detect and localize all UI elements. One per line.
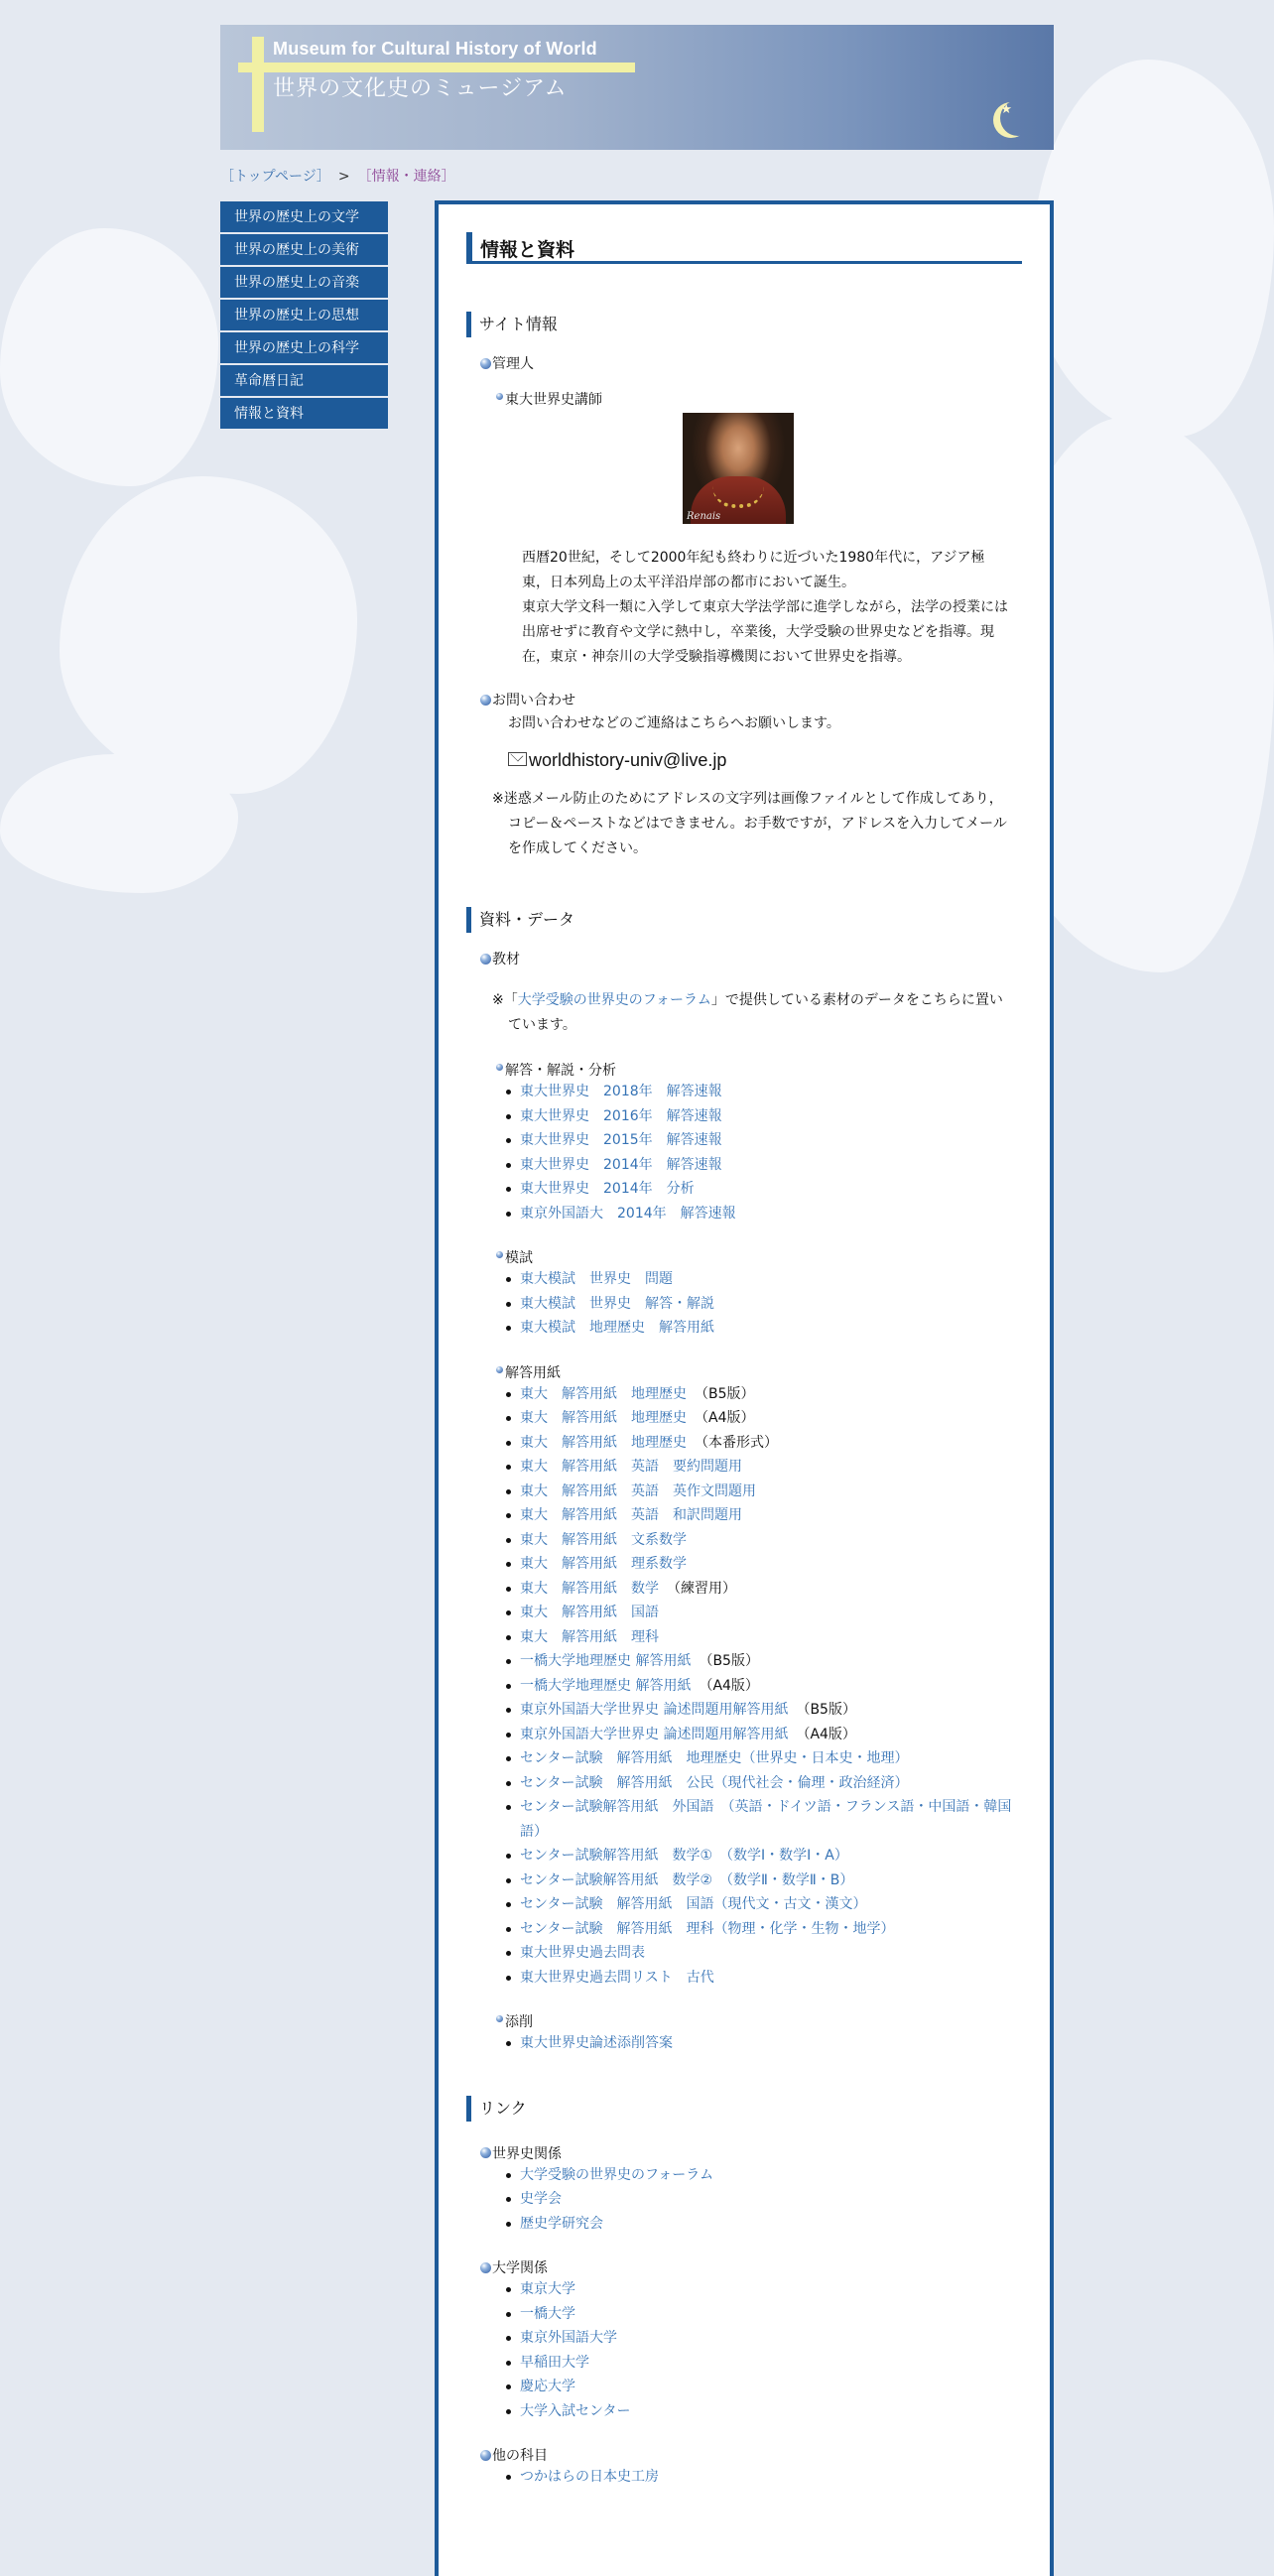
materials-note: ※「大学受験の世界史のフォーラム」で提供している素材のデータをこちらに置いています。 xyxy=(492,992,1003,1033)
materials-groups xyxy=(466,1038,1022,2056)
list-item xyxy=(506,1746,1022,1771)
small-ball-bullet-icon xyxy=(496,2015,503,2022)
ball-bullet-icon xyxy=(480,2147,491,2158)
list-item xyxy=(506,2399,1022,2424)
material-format: （A4版） xyxy=(699,1677,759,1694)
material-format: （B5版） xyxy=(699,1653,759,1669)
material-link[interactable]: センター試験 解答用紙 公民（現代社会・倫理・政治経済） xyxy=(520,1774,909,1791)
admin-bio-2: 東京大学文科一類に入学して東京大学法学部に進学しながら，法学の授業には出席せずに教育や文学に熱中し，卒業後，大学受験の世界史などを指導。現在，東京・神奈川の大学受験指導機関において世界史を指導。 xyxy=(522,599,1008,665)
menu-item-art[interactable]: 世界の歴史上の美術 xyxy=(220,234,388,267)
list-item xyxy=(506,1455,1022,1480)
list-item xyxy=(506,2375,1022,2399)
material-link[interactable]: 東大世界史 2015年 解答速報 xyxy=(520,1132,722,1148)
list-item xyxy=(506,1601,1022,1625)
materials-group-label: 解答用紙 xyxy=(505,1364,561,1381)
list-item xyxy=(506,1267,1022,1292)
material-link[interactable]: 一橋大学地理歴史 解答用紙 xyxy=(520,1653,692,1669)
material-link[interactable]: 東大模試 地理歴史 解答用紙 xyxy=(520,1320,714,1336)
material-link[interactable]: 東大 解答用紙 国語 xyxy=(520,1605,659,1620)
admin-bio-1: 西暦20世紀，そして2000年紀も終わりに近づいた1980年代に，アジア極東，日本列島上の太平洋沿岸部の都市において誕生。 xyxy=(522,550,985,590)
menu-item-info[interactable]: 情報と資料 xyxy=(220,398,388,431)
admin-heading: 管理人 xyxy=(466,353,1022,373)
material-link[interactable]: 東大世界史過去問表 xyxy=(520,1945,645,1961)
external-link[interactable]: 東京大学 xyxy=(520,2281,575,2297)
material-link[interactable]: 東大 解答用紙 理科 xyxy=(520,1628,659,1645)
external-link[interactable]: つかはらの日本史工房 xyxy=(520,2469,659,2485)
material-link[interactable]: センター試験 解答用紙 国語（現代文・古文・漢文） xyxy=(520,1896,867,1912)
list-item xyxy=(506,2163,1022,2188)
material-link[interactable]: 東京外国語大学世界史 論述問題用解答用紙 xyxy=(520,1702,789,1718)
star-icon: ★ xyxy=(1000,102,1012,117)
menu-item-revolution-diary[interactable]: 革命暦日記 xyxy=(220,365,388,398)
list-item xyxy=(506,1104,1022,1129)
list-item xyxy=(506,1577,1022,1602)
external-link[interactable]: 大学入試センター xyxy=(520,2402,631,2419)
map-continent xyxy=(0,754,238,893)
external-link[interactable]: 歴史学研究会 xyxy=(520,2215,603,2232)
admin-bio xyxy=(466,546,1022,670)
material-link[interactable]: 東大 解答用紙 英語 英作文問題用 xyxy=(520,1482,756,1499)
small-ball-bullet-icon xyxy=(496,1064,503,1071)
material-link[interactable]: 東大 解答用紙 地理歴史 xyxy=(520,1385,687,1402)
material-format: （B5版） xyxy=(695,1385,755,1402)
materials-list xyxy=(466,2031,1022,2056)
list-item xyxy=(506,1503,1022,1528)
links-group-heading xyxy=(466,2445,1022,2465)
materials-group-label: 模試 xyxy=(505,1250,533,1266)
material-link[interactable]: 東大 解答用紙 理系数学 xyxy=(520,1556,687,1572)
material-link[interactable]: 東大模試 世界史 問題 xyxy=(520,1271,673,1287)
section-title-site-info: サイト情報 xyxy=(466,312,1022,337)
links-groups xyxy=(466,2122,1022,2490)
list-item xyxy=(506,1080,1022,1104)
material-link[interactable]: 東大世界史過去問リスト 古代 xyxy=(520,1969,714,1986)
list-item xyxy=(506,1316,1022,1341)
envelope-icon xyxy=(508,752,527,766)
list-item xyxy=(506,1674,1022,1699)
admin-portrait xyxy=(683,413,794,524)
moon-icon xyxy=(1000,100,1036,136)
links-list xyxy=(466,2277,1022,2423)
ball-bullet-icon xyxy=(480,2262,491,2273)
list-item xyxy=(506,1292,1022,1317)
list-item xyxy=(506,1795,1022,1844)
material-link[interactable]: 東大 解答用紙 英語 要約問題用 xyxy=(520,1459,742,1475)
breadcrumb xyxy=(220,166,1054,186)
page-title: 情報と資料 xyxy=(466,232,1022,264)
material-link[interactable]: センター試験 解答用紙 地理歴史（世界史・日本史・地理） xyxy=(520,1750,909,1766)
list-item xyxy=(506,1382,1022,1407)
materials-list xyxy=(466,1382,1022,1991)
links-group-label: 大学関係 xyxy=(492,2260,548,2276)
material-link[interactable]: センター試験解答用紙 数学② （数学Ⅱ・数学Ⅱ・B） xyxy=(520,1871,854,1888)
material-link[interactable]: 東大模試 世界史 解答・解説 xyxy=(520,1295,714,1312)
list-item xyxy=(506,2351,1022,2376)
site-title-jp: 世界の文化史のミュージアム xyxy=(273,76,568,101)
material-format: （B5版） xyxy=(796,1702,856,1718)
material-link[interactable]: センター試験解答用紙 数学① （数学Ⅰ・数学Ⅰ・A） xyxy=(520,1848,848,1864)
material-link[interactable]: 東大世界史 2018年 解答速報 xyxy=(520,1084,722,1099)
map-continent xyxy=(0,228,218,486)
materials-list xyxy=(466,1267,1022,1341)
page-wrapper xyxy=(220,25,1054,2485)
map-continent xyxy=(1032,60,1274,437)
list-item xyxy=(506,1552,1022,1577)
cross-decoration xyxy=(252,37,264,132)
list-item xyxy=(506,1406,1022,1431)
material-link[interactable]: センター試験解答用紙 外国語 （英語・ドイツ語・フランス語・中国語・韓国語） xyxy=(520,1799,1012,1840)
links-group-label: 世界史関係 xyxy=(492,2145,562,2162)
small-ball-bullet-icon xyxy=(496,1251,503,1258)
list-item xyxy=(506,1698,1022,1723)
material-format: （A4版） xyxy=(796,1726,856,1742)
list-item xyxy=(506,1625,1022,1650)
materials-group-heading xyxy=(466,2011,1022,2031)
small-ball-bullet-icon xyxy=(496,393,503,400)
materials-group-label: 添削 xyxy=(505,2014,533,2030)
material-link[interactable]: 東京外国語大 2014年 解答速報 xyxy=(520,1205,736,1222)
links-group-heading xyxy=(466,2143,1022,2163)
material-link[interactable]: 東大世界史 2016年 解答速報 xyxy=(520,1107,722,1124)
section-title-materials: 資料・データ xyxy=(466,907,1022,933)
materials-heading: 教材 xyxy=(466,949,1022,968)
external-link[interactable]: 大学受験の世界史のフォーラム xyxy=(520,2166,714,2183)
links-group-label: 他の科目 xyxy=(492,2448,548,2464)
material-link[interactable]: 東大 解答用紙 文系数学 xyxy=(520,1531,687,1548)
external-link[interactable]: 東京外国語大学 xyxy=(520,2330,617,2346)
ball-bullet-icon xyxy=(480,695,491,706)
materials-group-heading xyxy=(466,1362,1022,1382)
links-list xyxy=(466,2163,1022,2237)
material-link[interactable]: 東大世界史論述添削答案 xyxy=(520,2035,673,2051)
list-item xyxy=(506,1128,1022,1153)
list-item xyxy=(506,2187,1022,2212)
material-format: （練習用） xyxy=(667,1580,736,1597)
material-link[interactable]: 東京外国語大学世界史 論述問題用解答用紙 xyxy=(520,1726,789,1742)
list-item xyxy=(506,2326,1022,2351)
list-item xyxy=(506,2212,1022,2237)
portrait-caption: Renais xyxy=(687,511,721,522)
ball-bullet-icon xyxy=(480,358,491,369)
links-list xyxy=(466,2465,1022,2490)
list-item xyxy=(506,2277,1022,2302)
forum-link[interactable]: 大学受験の世界史のフォーラム xyxy=(517,992,711,1008)
list-item xyxy=(506,1202,1022,1226)
materials-group-label: 解答・解説・分析 xyxy=(505,1063,616,1079)
list-item xyxy=(506,2465,1022,2490)
list-item xyxy=(506,2031,1022,2056)
list-item xyxy=(506,1868,1022,1893)
external-link[interactable]: 一橋大学 xyxy=(520,2305,575,2322)
menu-item-music[interactable]: 世界の歴史上の音楽 xyxy=(220,267,388,300)
materials-group-heading xyxy=(466,1060,1022,1080)
links-group-heading xyxy=(466,2257,1022,2277)
material-format: （A4版） xyxy=(695,1410,755,1426)
material-link[interactable]: 東大世界史 2014年 分析 xyxy=(520,1181,695,1197)
external-link[interactable]: 早稲田大学 xyxy=(520,2354,589,2371)
list-item xyxy=(506,1771,1022,1796)
list-item xyxy=(506,1892,1022,1917)
materials-group-heading xyxy=(466,1247,1022,1267)
external-link[interactable]: 慶応大学 xyxy=(520,2379,575,2394)
contact-text: お問い合わせなどのご連絡はこちらへお願いします。 xyxy=(508,715,840,731)
material-link[interactable]: 東大 解答用紙 地理歴史 xyxy=(520,1410,687,1426)
small-ball-bullet-icon xyxy=(496,1366,503,1373)
list-item xyxy=(506,2302,1022,2327)
contact-heading: お問い合わせ xyxy=(466,690,1022,709)
list-item xyxy=(506,1649,1022,1674)
material-link[interactable]: 東大 解答用紙 数学 xyxy=(520,1580,659,1597)
contact-email: worldhistory-univ@live.jp xyxy=(466,750,1022,771)
material-link[interactable]: 一橋大学地理歴史 解答用紙 xyxy=(520,1677,692,1694)
material-link[interactable]: 東大 解答用紙 英語 和訳問題用 xyxy=(520,1507,742,1523)
menu-item-science[interactable]: 世界の歴史上の科学 xyxy=(220,332,388,365)
site-title-en: Museum for Cultural History of World xyxy=(273,39,597,59)
list-item xyxy=(506,1844,1022,1868)
contact-note: ※迷惑メール防止のためにアドレスの文字列は画像ファイルとして作成してあり，コピー＆ペーストなどはできません。お手数ですが，アドレスを入力してメールを作成してください。 xyxy=(492,791,1007,856)
main-content xyxy=(435,200,1054,2576)
site-banner[interactable] xyxy=(220,25,1054,150)
material-format: （本番形式） xyxy=(695,1434,778,1451)
material-link[interactable]: 東大 解答用紙 地理歴史 xyxy=(520,1434,687,1451)
list-item xyxy=(506,1480,1022,1504)
list-item xyxy=(506,1966,1022,1991)
material-link[interactable]: 東大世界史 2014年 解答速報 xyxy=(520,1156,722,1173)
list-item xyxy=(506,1528,1022,1553)
breadcrumb-home-link[interactable]: ［トップページ］ xyxy=(220,169,330,185)
breadcrumb-separator: > xyxy=(337,169,350,185)
admin-name: 東大世界史講師 xyxy=(466,389,1022,409)
breadcrumb-current: ［情報・連絡］ xyxy=(357,169,455,185)
ball-bullet-icon xyxy=(480,954,491,965)
list-item xyxy=(506,1723,1022,1747)
list-item xyxy=(506,1941,1022,1966)
list-item xyxy=(506,1431,1022,1456)
menu-item-literature[interactable]: 世界の歴史上の文学 xyxy=(220,201,388,234)
side-menu xyxy=(220,201,388,431)
menu-item-thought[interactable]: 世界の歴史上の思想 xyxy=(220,300,388,332)
list-item xyxy=(506,1917,1022,1942)
list-item xyxy=(506,1153,1022,1178)
material-link[interactable]: センター試験 解答用紙 理科（物理・化学・生物・地学） xyxy=(520,1920,895,1937)
map-continent xyxy=(60,476,357,794)
materials-list xyxy=(466,1080,1022,1225)
section-title-links: リンク xyxy=(466,2096,1022,2122)
external-link[interactable]: 史学会 xyxy=(520,2191,562,2207)
ball-bullet-icon xyxy=(480,2450,491,2461)
list-item xyxy=(506,1177,1022,1202)
